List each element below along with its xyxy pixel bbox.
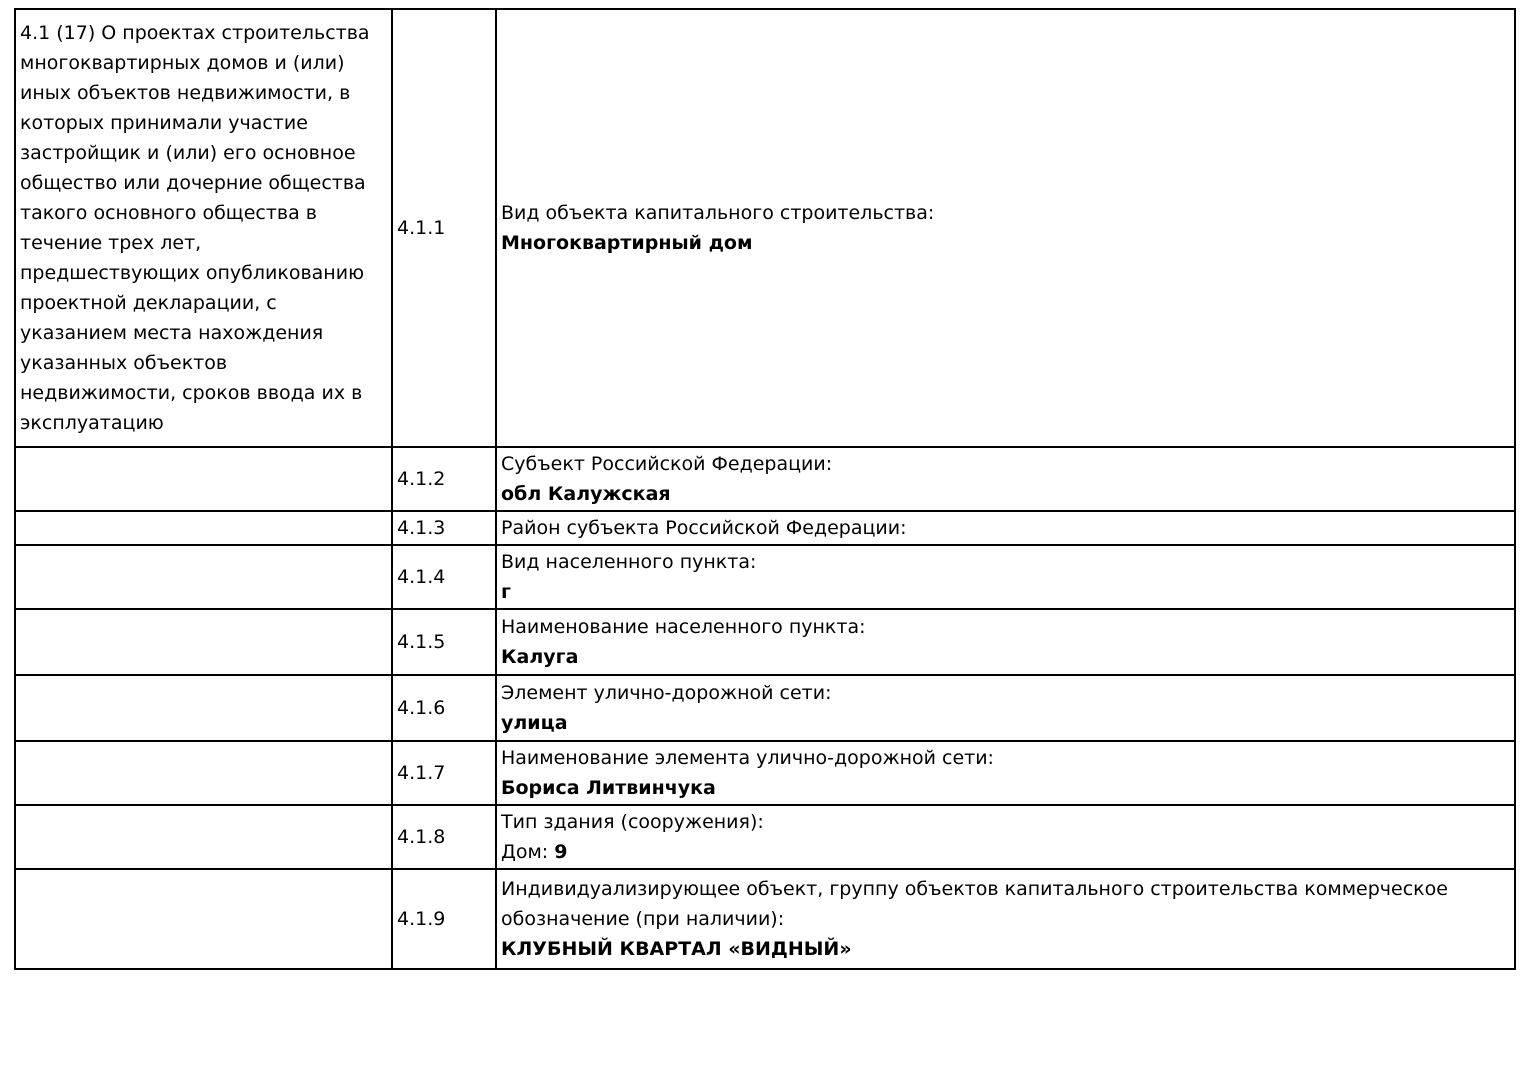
row-description-cell <box>15 741 392 805</box>
row-number-cell <box>392 741 496 805</box>
item-number: 4.1.2 <box>397 468 446 490</box>
field-value: г <box>501 581 511 603</box>
row-number-cell <box>392 805 496 869</box>
field-label: Субъект Российской Федерации: <box>501 453 833 475</box>
field-label: Вид объекта капитального строительства: <box>501 202 935 224</box>
row-content-cell <box>496 869 1515 969</box>
row-description-cell <box>15 805 392 869</box>
field-value: КЛУБНЫЙ КВАРТАЛ «ВИДНЫЙ» <box>501 938 852 960</box>
table-row <box>15 741 1515 805</box>
row-description-cell <box>15 869 392 969</box>
table-row <box>15 9 1515 447</box>
row-content-cell <box>496 545 1515 609</box>
item-number: 4.1.4 <box>397 566 446 588</box>
row-content-cell <box>496 9 1515 447</box>
item-number: 4.1.8 <box>397 826 446 848</box>
field-value: обл Калужская <box>501 483 671 505</box>
field-value: Бориса Литвинчука <box>501 777 716 799</box>
row-content-cell <box>496 447 1515 511</box>
field-label: Наименование элемента улично-дорожной сети: <box>501 747 994 769</box>
item-number: 4.1.6 <box>397 697 446 719</box>
row-content-cell <box>496 675 1515 741</box>
table-row <box>15 869 1515 969</box>
field-label: Элемент улично-дорожной сети: <box>501 682 832 704</box>
item-number: 4.1.7 <box>397 762 446 784</box>
row-content-cell <box>496 741 1515 805</box>
field-value: Калуга <box>501 646 579 668</box>
field-label: Индивидуализирующее объект, группу объектов капитального строительства коммерческое обозначение (при наличии): <box>501 878 1448 930</box>
item-number: 4.1.3 <box>397 517 446 539</box>
table-row <box>15 675 1515 741</box>
row-number-cell <box>392 511 496 545</box>
row-content-cell <box>496 511 1515 545</box>
row-description-cell <box>15 675 392 741</box>
item-number: 4.1.1 <box>397 217 446 239</box>
table-row <box>15 545 1515 609</box>
row-number-cell <box>392 447 496 511</box>
row-number-cell <box>392 609 496 675</box>
row-description-cell <box>15 609 392 675</box>
project-declaration-table <box>14 8 1516 970</box>
field-value: Многоквартирный дом <box>501 232 753 254</box>
table-row <box>15 805 1515 869</box>
row-number-cell <box>392 545 496 609</box>
item-number: 4.1.9 <box>397 908 446 930</box>
field-label: Район субъекта Российской Федерации: <box>501 517 907 539</box>
section-description: 4.1 (17) О проектах строительства многоквартирных домов и (или) иных объектов недвижимости, в которых принимали участие застройщик и (или) его основное общество или дочерние общества такого основного общества в течение трех лет, предшествующих опубликованию проектной декларации, с указанием места нахождения указанных объектов недвижимости, сроков ввода их в эксплуатацию <box>20 22 370 434</box>
table-row <box>15 511 1515 545</box>
row-description-cell <box>15 511 392 545</box>
row-number-cell <box>392 869 496 969</box>
field-label: Вид населенного пункта: <box>501 551 757 573</box>
table-row <box>15 609 1515 675</box>
row-number-cell <box>392 9 496 447</box>
field-value: 9 <box>554 841 568 863</box>
item-number: 4.1.5 <box>397 631 446 653</box>
field-label: Наименование населенного пункта: <box>501 616 866 638</box>
field-value: улица <box>501 712 568 734</box>
row-description-cell <box>15 447 392 511</box>
row-content-cell <box>496 805 1515 869</box>
row-content-cell <box>496 609 1515 675</box>
row-description-cell <box>15 9 392 447</box>
row-number-cell <box>392 675 496 741</box>
field-value-prefix: Дом: <box>501 841 555 863</box>
table-row <box>15 447 1515 511</box>
field-label: Тип здания (сооружения): <box>501 811 764 833</box>
row-description-cell <box>15 545 392 609</box>
